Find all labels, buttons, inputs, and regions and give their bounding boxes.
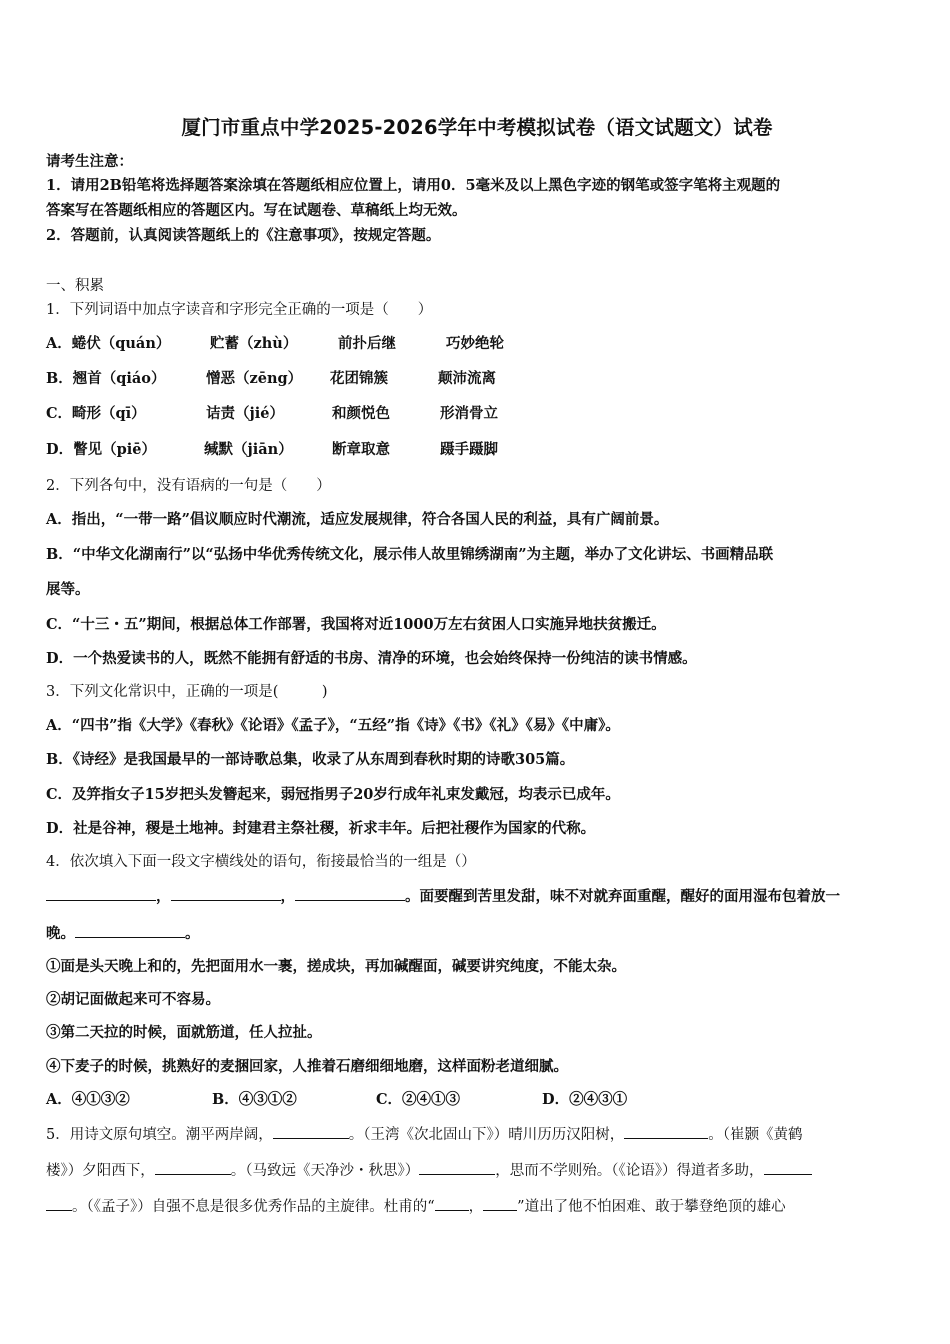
option-word: 形消骨立 (440, 405, 498, 422)
question-4-options (46, 1090, 908, 1110)
option-a: A．④①③② (46, 1091, 130, 1108)
question-2-stem: 2．下列各句中，没有语病的一句是（ ） (46, 478, 331, 494)
notice-item-1-line-2: 答案写在答题纸相应的答题区内。写在试题卷、草稿纸上均无效。 (46, 202, 467, 219)
fill-blank[interactable] (764, 1160, 812, 1175)
passage-text: 晚。 (46, 925, 75, 942)
question-5-text: ， (468, 1199, 484, 1215)
fill-blank[interactable] (419, 1160, 495, 1175)
fill-blank[interactable] (273, 1124, 349, 1139)
option-c: C．②④①③ (376, 1091, 461, 1108)
question-5-text: 。（崔颢《黄鹤 (708, 1127, 803, 1143)
option-word: 和颜悦色 (332, 405, 390, 422)
section-heading: 一、积累 (46, 278, 104, 294)
notice-item-2: 2．答题前，认真阅读答题纸上的《注意事项》，按规定答题。 (46, 227, 441, 244)
question-2-option-d: D．一个热爱读书的人，既然不能拥有舒适的书房、清净的环境，也会始终保持一份纯洁的读书情感。 (46, 650, 697, 667)
option-b: B．④③①② (212, 1091, 297, 1108)
option-word: 花团锦簇 (330, 370, 388, 387)
option-word: B．翘首（qiáo） (46, 370, 166, 387)
option-word: 憎恶（zēng） (206, 370, 303, 387)
option-d: D．②④③① (542, 1091, 628, 1108)
question-3-option-a: A．“四书”指《大学》《春秋》《论语》《孟子》，“五经”指《诗》《书》《礼》《易》《中庸》。 (46, 717, 620, 734)
question-4-sentence-4: ④下麦子的时候，挑熟好的麦捆回家，人推着石磨细细地磨，这样面粉老道细腻。 (46, 1058, 568, 1075)
question-5-text: 。（王湾《次北固山下》）晴川历历汉阳树， (348, 1127, 625, 1143)
fill-blank[interactable] (435, 1196, 469, 1211)
question-5-text: 。（马致远《天净沙・秋思》） (230, 1163, 420, 1179)
separator: ， (280, 888, 295, 905)
question-5-text: ，思而不学则殆。（《论语》）得道者多助， (495, 1163, 764, 1179)
passage-text: 。 (185, 925, 200, 942)
question-2-option-a: A．指出，“一带一路”倡议顺应时代潮流，适应发展规律，符合各国人民的利益，具有广阔前景。 (46, 511, 669, 528)
notice-heading: 请考生注意： (46, 153, 133, 170)
question-1-option-c (46, 404, 908, 424)
question-5-text: 5．用诗文原句填空。潮平两岸阔， (46, 1127, 273, 1143)
fill-blank[interactable] (171, 886, 281, 901)
option-word: 贮蓄（zhù） (210, 335, 298, 352)
fill-blank[interactable] (155, 1160, 231, 1175)
question-3-option-c: C．及笄指女子15岁把头发簪起来，弱冠指男子20岁行成年礼束发戴冠，均表示已成年。 (46, 786, 620, 803)
question-5-text: 。（《孟子》）自强不息是很多优秀作品的主旋律。杜甫的“ (72, 1199, 435, 1215)
option-word: 前扑后继 (338, 335, 396, 352)
question-3-stem: 3．下列文化常识中，正确的一项是( ) (46, 684, 328, 700)
option-word: 断章取意 (332, 441, 390, 458)
question-5-text: ”道出了他不怕困难、敢于攀登绝顶的雄心 (517, 1199, 786, 1215)
question-1-stem: 1．下列词语中加点字读音和字形完全正确的一项是（ ） (46, 302, 433, 318)
question-5-line-3 (46, 1196, 786, 1217)
question-3-option-d: D．社是谷神，稷是土地神。封建君主祭社稷，祈求丰年。后把社稷作为国家的代称。 (46, 820, 596, 837)
question-4-passage-line-1 (46, 886, 840, 907)
option-word: 诘责（jié） (206, 405, 284, 422)
fill-blank[interactable] (624, 1124, 708, 1139)
option-word: 巧妙绝轮 (446, 335, 504, 352)
question-4-sentence-1: ①面是头天晚上和的，先把面用水一裹，搓成块，再加碱醒面，碱要讲究纯度，不能太杂。 (46, 958, 626, 975)
question-5-text: 楼》）夕阳西下， (46, 1163, 155, 1179)
fill-blank[interactable] (46, 1196, 72, 1211)
fill-blank[interactable] (295, 886, 405, 901)
option-word: A．蜷伏（quán） (46, 335, 171, 352)
question-1-option-b (46, 369, 908, 389)
question-2-option-c: C．“十三・五”期间，根据总体工作部署，我国将对近1000万左右贫困人口实施异地扶贫搬迁。 (46, 616, 666, 633)
question-4-passage-line-2 (46, 923, 200, 944)
question-2-option-b-line-1: B．“中华文化湖南行”以“弘扬中华优秀传统文化，展示伟人故里锦绣湖南”为主题，举办了文化讲坛、书画精品联 (46, 546, 774, 563)
fill-blank[interactable] (483, 1196, 517, 1211)
option-word: D．瞥见（piē） (46, 441, 156, 458)
question-4-stem: 4．依次填入下面一段文字横线处的语句，衔接最恰当的一组是（） (46, 854, 476, 870)
fill-blank[interactable] (46, 886, 156, 901)
page-title: 厦门市重点中学2025-2026学年中考模拟试卷（语文试题文）试卷 (181, 116, 773, 139)
question-4-sentence-2: ②胡记面做起来可不容易。 (46, 991, 220, 1008)
question-5-line-2 (46, 1160, 812, 1181)
question-1-option-a (46, 334, 908, 354)
option-word: 蹑手蹑脚 (440, 441, 498, 458)
notice-item-1-line-1: 1．请用2B铅笔将选择题答案涂填在答题纸相应位置上，请用0．5毫米及以上黑色字迹的钢笔或签字笔将主观题的 (46, 177, 781, 194)
question-5-line-1 (46, 1124, 802, 1145)
question-3-option-b: B．《诗经》是我国最早的一部诗歌总集，收录了从东周到春秋时期的诗歌305篇。 (46, 751, 575, 768)
question-4-sentence-3: ③第二天拉的时候，面就筋道，任人拉扯。 (46, 1024, 322, 1041)
option-word: 缄默（jiān） (204, 441, 293, 458)
question-2-option-b-line-2: 展等。 (46, 581, 90, 598)
option-word: 颠沛流离 (438, 370, 496, 387)
passage-text: 。面要醒到苦里发甜，味不对就弃面重醒，醒好的面用湿布包着放一 (405, 888, 840, 905)
separator: ， (156, 888, 171, 905)
fill-blank[interactable] (75, 923, 185, 938)
option-word: C．畸形（qī） (46, 405, 146, 422)
question-1-option-d (46, 440, 908, 460)
